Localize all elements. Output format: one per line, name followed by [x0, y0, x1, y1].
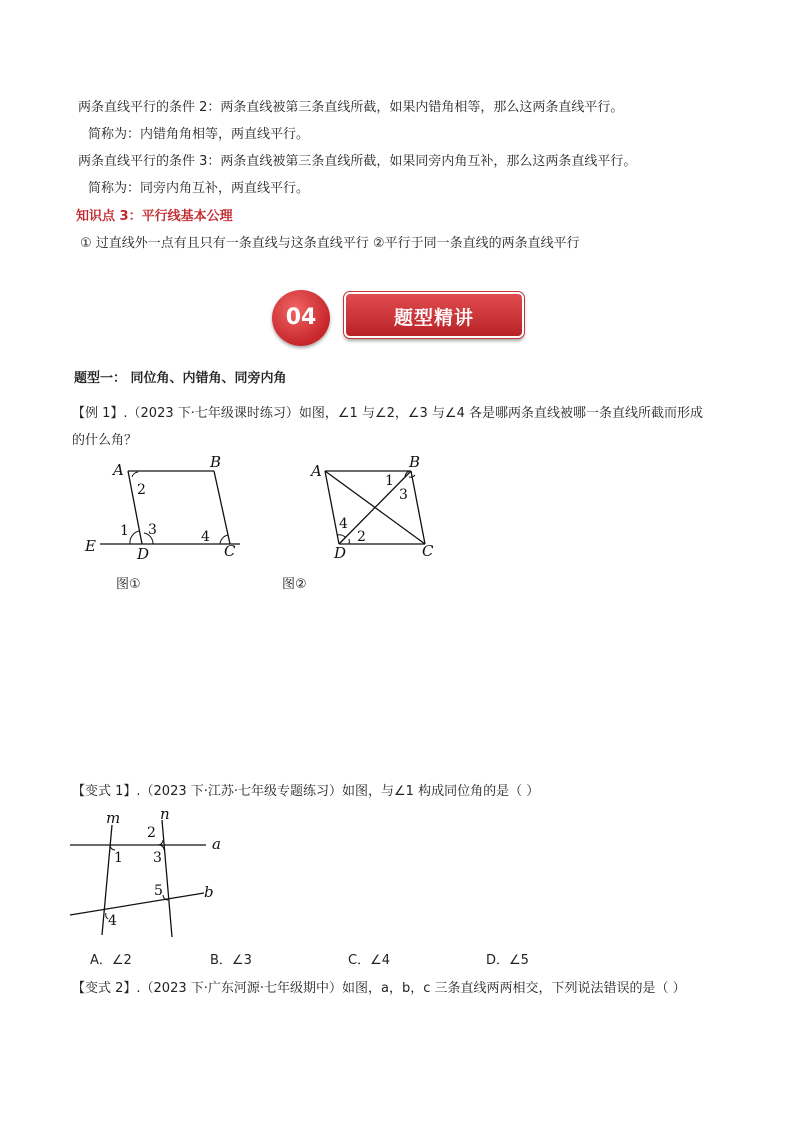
figure-2-caption: 图② [282, 577, 307, 592]
fig3-label-b: b [204, 883, 214, 901]
figure-2-diagram [305, 455, 445, 570]
knowledge-point-3-content: ① 过直线外一点有且只有一条直线与这条直线平行 ②平行于同一条直线的两条直线平行 [80, 236, 580, 251]
fig1-angle-3: 3 [148, 522, 157, 538]
section-banner [272, 288, 524, 348]
section-title-ribbon [344, 292, 524, 338]
variant-1-option-c[interactable]: C．∠4 [348, 953, 391, 968]
fig1-label-C: C [224, 542, 236, 560]
fig1-angle-2: 2 [137, 482, 146, 498]
fig2-angle-4: 4 [339, 516, 348, 532]
fig3-angle-2: 2 [147, 825, 156, 841]
fig1-label-D: D [137, 545, 150, 563]
fig2-label-D: D [334, 544, 347, 562]
fig3-angle-5: 5 [154, 883, 163, 899]
fig2-label-B: B [409, 455, 421, 471]
condition-3-summary: 简称为：同旁内角互补，两直线平行。 [88, 181, 310, 196]
variant-1-option-b[interactable]: B．∠3 [210, 953, 252, 968]
variant-2-question: 【变式 2】.（2023 下·广东河源·七年级期中）如图，a，b，c 三条直线两两相交，下列说法错误的是（ ） [72, 981, 686, 996]
fig3-label-m: m [106, 809, 121, 827]
example-1-question-line2: 的什么角？ [72, 433, 138, 448]
figure-1-diagram [82, 455, 252, 570]
fig2-label-C: C [422, 542, 434, 560]
fig1-angle-4: 4 [201, 529, 210, 545]
section-number: 04 [285, 305, 317, 330]
variant-1-question: 【变式 1】.（2023 下·江苏·七年级专题练习）如图，与∠1 构成同位角的是（ ） [72, 784, 540, 799]
fig2-angle-2: 2 [357, 529, 366, 545]
condition-3-text: 两条直线平行的条件 3：两条直线被第三条直线所截，如果同旁内角互补，那么这两条直线平行。 [78, 154, 637, 169]
section-number-badge [272, 290, 330, 346]
fig3-angle-1: 1 [114, 850, 123, 866]
fig1-label-B: B [210, 455, 222, 471]
fig3-angle-3: 3 [153, 850, 162, 866]
fig1-angle-1: 1 [120, 523, 129, 539]
knowledge-point-3-title: 知识点 3：平行线基本公理 [76, 209, 233, 224]
variant-1-option-a[interactable]: A．∠2 [90, 953, 132, 968]
fig2-angle-3: 3 [399, 487, 408, 503]
variant-1-option-d[interactable]: D．∠5 [486, 953, 529, 968]
figure-3-diagram [68, 805, 228, 945]
figure-1-caption: 图① [116, 577, 141, 592]
fig1-label-A: A [113, 461, 124, 479]
fig2-angle-1: 1 [385, 473, 394, 489]
fig3-label-n: n [160, 805, 170, 823]
fig3-label-a: a [212, 835, 221, 853]
example-1-question-line1: 【例 1】.（2023 下·七年级课时练习）如图，∠1 与∠2，∠3 与∠4 各是哪两条直线被哪一条直线所截而形成 [72, 406, 703, 421]
fig1-label-E: E [85, 537, 96, 555]
fig2-label-A: A [311, 462, 322, 480]
fig3-angle-4: 4 [108, 913, 117, 929]
condition-2-summary: 简称为：内错角角相等，两直线平行。 [88, 127, 310, 142]
section-title: 题型精讲 [393, 307, 474, 329]
condition-2-text: 两条直线平行的条件 2：两条直线被第三条直线所截，如果内错角相等，那么这两条直线平行。 [78, 100, 624, 115]
question-type-1-title: 题型一： 同位角、内错角、同旁内角 [74, 371, 287, 386]
